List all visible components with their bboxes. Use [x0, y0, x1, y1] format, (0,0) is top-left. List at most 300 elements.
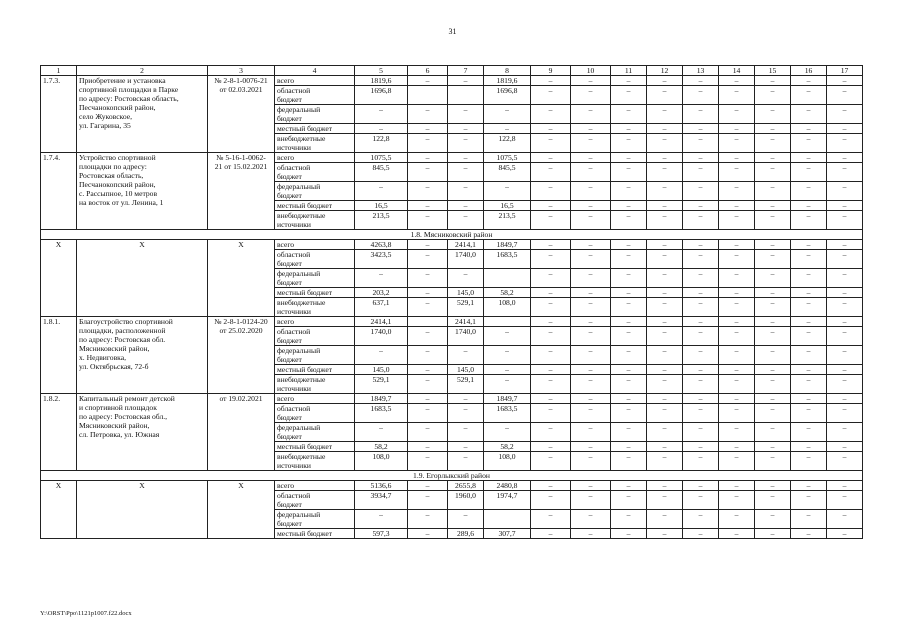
dash-cell: –: [755, 394, 791, 404]
value-cell: 1819,6: [355, 76, 408, 86]
column-header: 2: [77, 66, 208, 76]
dash-cell: –: [611, 134, 647, 153]
dash-cell: –: [755, 423, 791, 442]
dash-cell: –: [647, 134, 683, 153]
dash-cell: –: [719, 134, 755, 153]
value-cell: 637,1: [355, 298, 408, 317]
dash-cell: –: [531, 423, 571, 442]
dash-cell: –: [827, 134, 863, 153]
dash-cell: –: [719, 240, 755, 250]
dash-cell: –: [531, 124, 571, 134]
dash-cell: –: [791, 327, 827, 346]
funding-source: областной бюджет: [275, 86, 355, 105]
funding-source: местный бюджет: [275, 288, 355, 298]
column-header: 7: [448, 66, 484, 76]
dash-cell: –: [531, 346, 571, 365]
dash-cell: –: [683, 240, 719, 250]
dash-cell: –: [571, 529, 611, 539]
dash-cell: –: [611, 86, 647, 105]
value-cell: 58,2: [484, 288, 531, 298]
dash-cell: –: [683, 423, 719, 442]
value-cell: –: [448, 346, 484, 365]
dash-cell: –: [719, 510, 755, 529]
dash-cell: –: [611, 510, 647, 529]
dash-cell: –: [827, 86, 863, 105]
table-row: [41, 76, 863, 86]
value-cell: –: [448, 404, 484, 423]
dash-cell: –: [755, 211, 791, 230]
value-cell: 1849,7: [355, 394, 408, 404]
value-cell: –: [484, 365, 531, 375]
value-cell: –: [408, 288, 448, 298]
dash-cell: –: [719, 375, 755, 394]
dash-cell: –: [531, 375, 571, 394]
value-cell: [408, 317, 448, 327]
dash-cell: –: [827, 317, 863, 327]
dash-cell: –: [611, 153, 647, 163]
dash-cell: –: [827, 394, 863, 404]
dash-cell: –: [571, 240, 611, 250]
value-cell: –: [448, 423, 484, 442]
item-document: № 2-8-1-0124-20 от 25.02.2020: [208, 317, 275, 394]
dash-cell: –: [531, 327, 571, 346]
table-row: [41, 317, 863, 327]
item-number: Х: [41, 481, 77, 539]
dash-cell: –: [791, 491, 827, 510]
dash-cell: –: [611, 346, 647, 365]
dash-cell: –: [791, 423, 827, 442]
value-cell: 2480,8: [484, 481, 531, 491]
value-cell: 1740,0: [448, 327, 484, 346]
column-header: 15: [755, 66, 791, 76]
value-cell: –: [355, 346, 408, 365]
column-header: 3: [208, 66, 275, 76]
item-description: Х: [77, 240, 208, 317]
value-cell: 1683,5: [484, 250, 531, 269]
dash-cell: –: [611, 481, 647, 491]
dash-cell: –: [755, 76, 791, 86]
dash-cell: –: [755, 365, 791, 375]
dash-cell: –: [531, 182, 571, 201]
dash-cell: –: [611, 375, 647, 394]
value-cell: 2655,8: [448, 481, 484, 491]
value-cell: –: [408, 327, 448, 346]
value-cell: [484, 510, 531, 529]
dash-cell: –: [791, 76, 827, 86]
value-cell: –: [355, 105, 408, 124]
value-cell: –: [484, 423, 531, 442]
dash-cell: –: [611, 76, 647, 86]
dash-cell: –: [571, 404, 611, 423]
value-cell: –: [408, 298, 448, 317]
dash-cell: –: [611, 182, 647, 201]
value-cell: –: [448, 105, 484, 124]
value-cell: 108,0: [484, 298, 531, 317]
funding-source: всего: [275, 317, 355, 327]
value-cell: –: [408, 423, 448, 442]
dash-cell: –: [611, 211, 647, 230]
dash-cell: –: [683, 529, 719, 539]
dash-cell: –: [611, 423, 647, 442]
dash-cell: –: [791, 529, 827, 539]
dash-cell: –: [611, 452, 647, 471]
value-cell: 1740,0: [448, 250, 484, 269]
column-header: 13: [683, 66, 719, 76]
dash-cell: –: [755, 86, 791, 105]
dash-cell: –: [683, 442, 719, 452]
funding-source: всего: [275, 153, 355, 163]
dash-cell: –: [827, 346, 863, 365]
value-cell: 213,5: [484, 211, 531, 230]
value-cell: 1819,6: [484, 76, 531, 86]
value-cell: –: [408, 365, 448, 375]
value-cell: –: [448, 394, 484, 404]
dash-cell: –: [827, 510, 863, 529]
dash-cell: –: [611, 269, 647, 288]
dash-cell: –: [531, 269, 571, 288]
dash-cell: –: [611, 529, 647, 539]
value-cell: 16,5: [484, 201, 531, 211]
dash-cell: –: [755, 375, 791, 394]
dash-cell: –: [611, 365, 647, 375]
value-cell: –: [408, 163, 448, 182]
funding-source: местный бюджет: [275, 124, 355, 134]
dash-cell: –: [647, 76, 683, 86]
funding-source: областной бюджет: [275, 327, 355, 346]
column-header: 12: [647, 66, 683, 76]
dash-cell: –: [571, 510, 611, 529]
value-cell: 1849,7: [484, 240, 531, 250]
dash-cell: –: [755, 269, 791, 288]
value-cell: 1696,8: [355, 86, 408, 105]
value-cell: –: [408, 510, 448, 529]
dash-cell: –: [719, 346, 755, 365]
value-cell: –: [408, 250, 448, 269]
column-header: 16: [791, 66, 827, 76]
dash-cell: –: [719, 491, 755, 510]
dash-cell: –: [827, 124, 863, 134]
column-header: 10: [571, 66, 611, 76]
dash-cell: –: [611, 394, 647, 404]
value-cell: 1696,8: [484, 86, 531, 105]
value-cell: 16,5: [355, 201, 408, 211]
dash-cell: –: [571, 481, 611, 491]
dash-cell: –: [755, 201, 791, 211]
dash-cell: –: [791, 240, 827, 250]
dash-cell: –: [683, 76, 719, 86]
dash-cell: –: [827, 105, 863, 124]
dash-cell: –: [647, 86, 683, 105]
column-header: 4: [275, 66, 355, 76]
value-cell: –: [408, 76, 448, 86]
footer-file-path: Y:\ORST\Ppo\1121p1007.f22.docx: [40, 610, 132, 617]
section-row: [41, 230, 863, 240]
dash-cell: –: [827, 491, 863, 510]
dash-cell: –: [611, 298, 647, 317]
dash-cell: –: [571, 423, 611, 442]
section-row: [41, 471, 863, 481]
dash-cell: –: [755, 153, 791, 163]
dash-cell: –: [791, 211, 827, 230]
dash-cell: –: [791, 250, 827, 269]
dash-cell: –: [827, 240, 863, 250]
dash-cell: –: [683, 491, 719, 510]
column-header: 14: [719, 66, 755, 76]
dash-cell: –: [719, 481, 755, 491]
dash-cell: –: [647, 529, 683, 539]
value-cell: 4263,8: [355, 240, 408, 250]
dash-cell: –: [647, 269, 683, 288]
dash-cell: –: [571, 86, 611, 105]
funding-source: внебюджетные источники: [275, 134, 355, 153]
dash-cell: –: [683, 346, 719, 365]
value-cell: –: [484, 346, 531, 365]
column-header: 17: [827, 66, 863, 76]
value-cell: 529,1: [448, 298, 484, 317]
value-cell: –: [408, 452, 448, 471]
value-cell: 122,8: [355, 134, 408, 153]
value-cell: –: [408, 491, 448, 510]
value-cell: –: [408, 375, 448, 394]
value-cell: 145,0: [448, 365, 484, 375]
dash-cell: –: [719, 442, 755, 452]
dash-cell: –: [683, 153, 719, 163]
value-cell: 213,5: [355, 211, 408, 230]
dash-cell: –: [683, 269, 719, 288]
dash-cell: –: [827, 211, 863, 230]
value-cell: 5136,6: [355, 481, 408, 491]
value-cell: –: [448, 76, 484, 86]
value-cell: –: [484, 182, 531, 201]
value-cell: 2414,1: [448, 317, 484, 327]
dash-cell: –: [827, 153, 863, 163]
dash-cell: –: [755, 250, 791, 269]
funding-source: местный бюджет: [275, 365, 355, 375]
dash-cell: –: [647, 288, 683, 298]
value-cell: 145,0: [355, 365, 408, 375]
dash-cell: –: [755, 182, 791, 201]
dash-cell: –: [827, 365, 863, 375]
value-cell: [408, 86, 448, 105]
dash-cell: –: [755, 317, 791, 327]
column-header: 5: [355, 66, 408, 76]
dash-cell: –: [719, 452, 755, 471]
value-cell: –: [408, 394, 448, 404]
dash-cell: –: [755, 105, 791, 124]
value-cell: –: [484, 375, 531, 394]
dash-cell: –: [571, 153, 611, 163]
value-cell: 529,1: [448, 375, 484, 394]
dash-cell: –: [827, 288, 863, 298]
dash-cell: –: [571, 182, 611, 201]
dash-cell: –: [531, 298, 571, 317]
dash-cell: –: [719, 86, 755, 105]
column-header: 8: [484, 66, 531, 76]
dash-cell: –: [571, 250, 611, 269]
value-cell: –: [408, 153, 448, 163]
value-cell: –: [448, 211, 484, 230]
table-row: [41, 481, 863, 491]
dash-cell: –: [827, 423, 863, 442]
value-cell: –: [408, 201, 448, 211]
dash-cell: –: [531, 394, 571, 404]
dash-cell: –: [531, 404, 571, 423]
dash-cell: –: [611, 491, 647, 510]
dash-cell: –: [719, 394, 755, 404]
dash-cell: –: [571, 134, 611, 153]
dash-cell: –: [531, 288, 571, 298]
value-cell: 3934,7: [355, 491, 408, 510]
dash-cell: –: [647, 124, 683, 134]
dash-cell: –: [827, 201, 863, 211]
dash-cell: –: [611, 201, 647, 211]
dash-cell: –: [571, 124, 611, 134]
value-cell: 58,2: [355, 442, 408, 452]
dash-cell: –: [791, 394, 827, 404]
dash-cell: –: [683, 394, 719, 404]
funding-source: федеральный бюджет: [275, 510, 355, 529]
dash-cell: –: [647, 442, 683, 452]
dash-cell: –: [531, 105, 571, 124]
value-cell: 845,5: [484, 163, 531, 182]
value-cell: [484, 269, 531, 288]
value-cell: 2414,1: [355, 317, 408, 327]
funding-source: всего: [275, 76, 355, 86]
item-description: Благоустройство спортивной площадки, расположенной по адресу: Ростовская обл. Мясниковский район, х. Недвиговка, ул. Октябрьская, 72-б: [77, 317, 208, 394]
dash-cell: –: [719, 124, 755, 134]
table-row: [41, 394, 863, 404]
value-cell: 1075,5: [355, 153, 408, 163]
item-document: Х: [208, 481, 275, 539]
dash-cell: –: [827, 163, 863, 182]
dash-cell: –: [611, 163, 647, 182]
funding-source: федеральный бюджет: [275, 346, 355, 365]
value-cell: 1075,5: [484, 153, 531, 163]
item-number: 1.8.1.: [41, 317, 77, 394]
value-cell: –: [355, 182, 408, 201]
dash-cell: –: [791, 269, 827, 288]
dash-cell: –: [683, 298, 719, 317]
value-cell: 845,5: [355, 163, 408, 182]
dash-cell: –: [791, 201, 827, 211]
funding-source: всего: [275, 240, 355, 250]
dash-cell: –: [531, 317, 571, 327]
funding-source: внебюджетные источники: [275, 211, 355, 230]
value-cell: 2414,1: [448, 240, 484, 250]
value-cell: 307,7: [484, 529, 531, 539]
dash-cell: –: [531, 529, 571, 539]
dash-cell: –: [531, 491, 571, 510]
dash-cell: –: [755, 404, 791, 423]
dash-cell: –: [719, 423, 755, 442]
dash-cell: –: [755, 134, 791, 153]
value-cell: –: [448, 452, 484, 471]
dash-cell: –: [791, 404, 827, 423]
dash-cell: –: [571, 317, 611, 327]
page-number: 31: [448, 27, 457, 36]
value-cell: –: [408, 211, 448, 230]
value-cell: 1683,5: [355, 404, 408, 423]
dash-cell: –: [611, 317, 647, 327]
value-cell: –: [448, 124, 484, 134]
dash-cell: –: [791, 153, 827, 163]
dash-cell: –: [791, 375, 827, 394]
dash-cell: –: [531, 211, 571, 230]
dash-cell: –: [683, 105, 719, 124]
dash-cell: –: [571, 394, 611, 404]
dash-cell: –: [791, 134, 827, 153]
dash-cell: –: [683, 375, 719, 394]
dash-cell: –: [755, 298, 791, 317]
dash-cell: –: [791, 298, 827, 317]
dash-cell: –: [755, 491, 791, 510]
value-cell: 529,1: [355, 375, 408, 394]
dash-cell: –: [647, 375, 683, 394]
budget-table: [40, 65, 863, 539]
dash-cell: –: [719, 298, 755, 317]
value-cell: 122,8: [484, 134, 531, 153]
funding-source: областной бюджет: [275, 404, 355, 423]
dash-cell: –: [647, 105, 683, 124]
value-cell: –: [408, 269, 448, 288]
dash-cell: –: [571, 76, 611, 86]
dash-cell: –: [611, 404, 647, 423]
value-cell: 1740,0: [355, 327, 408, 346]
dash-cell: –: [827, 481, 863, 491]
dash-cell: –: [683, 182, 719, 201]
item-description: Устройство спортивной площадки по адресу: Ростовская область, Песчанокопский район, с. Рассыпное, 10 метров на восток от ул. Ленина, 1: [77, 153, 208, 230]
dash-cell: –: [531, 442, 571, 452]
value-cell: –: [448, 510, 484, 529]
item-number: 1.7.3.: [41, 76, 77, 153]
value-cell: 289,6: [448, 529, 484, 539]
value-cell: –: [408, 346, 448, 365]
dash-cell: –: [791, 124, 827, 134]
dash-cell: –: [683, 201, 719, 211]
dash-cell: –: [683, 404, 719, 423]
item-document: от 19.02.2021: [208, 394, 275, 471]
funding-source: местный бюджет: [275, 529, 355, 539]
dash-cell: –: [755, 346, 791, 365]
dash-cell: –: [647, 182, 683, 201]
dash-cell: –: [647, 240, 683, 250]
dash-cell: –: [531, 250, 571, 269]
dash-cell: –: [719, 365, 755, 375]
value-cell: –: [484, 327, 531, 346]
dash-cell: –: [791, 317, 827, 327]
dash-cell: –: [755, 481, 791, 491]
funding-source: местный бюджет: [275, 442, 355, 452]
dash-cell: –: [647, 153, 683, 163]
dash-cell: –: [755, 452, 791, 471]
dash-cell: –: [683, 250, 719, 269]
dash-cell: –: [791, 510, 827, 529]
dash-cell: –: [571, 491, 611, 510]
dash-cell: –: [571, 105, 611, 124]
dash-cell: –: [683, 124, 719, 134]
dash-cell: –: [571, 346, 611, 365]
dash-cell: –: [755, 510, 791, 529]
dash-cell: –: [683, 452, 719, 471]
dash-cell: –: [611, 327, 647, 346]
dash-cell: –: [827, 404, 863, 423]
column-header: 1: [41, 66, 77, 76]
value-cell: –: [448, 269, 484, 288]
dash-cell: –: [791, 288, 827, 298]
dash-cell: –: [719, 317, 755, 327]
column-header: 11: [611, 66, 647, 76]
dash-cell: –: [647, 163, 683, 182]
